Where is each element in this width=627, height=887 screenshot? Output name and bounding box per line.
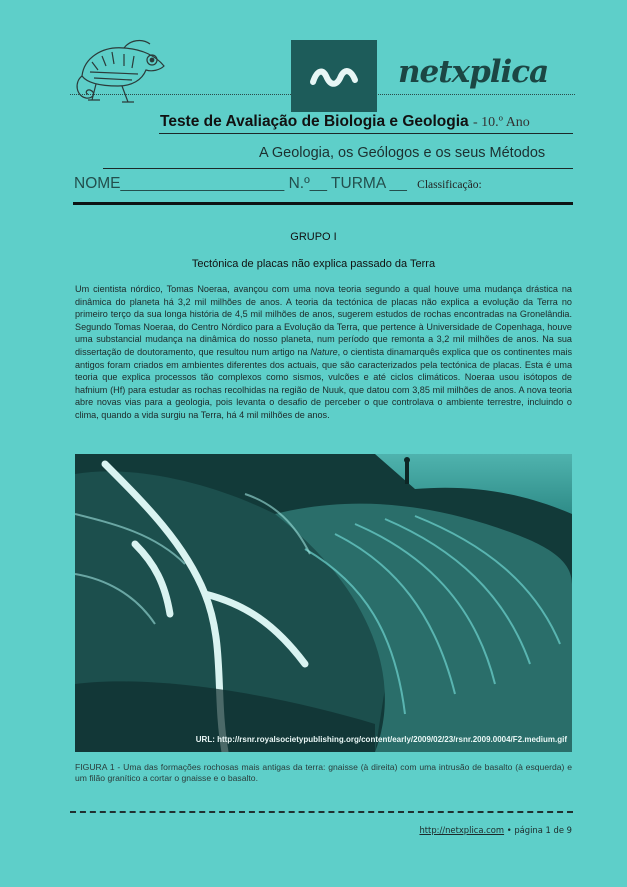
netxplica-wave-logo <box>291 40 377 112</box>
article-title: Tectónica de placas não explica passado da Terra <box>191 258 436 270</box>
article-body-journal: Nature <box>310 346 338 357</box>
page-number: • página 1 de 9 <box>504 825 572 835</box>
nome-field[interactable]: NOME___________________ <box>74 175 285 192</box>
article-body-part1: Um cientista nórdico, Tomas Noeraa, avançou com uma nova teoria segundo a qual houve uma mudança drástica na dinâmica do planeta há 3,2 mil milhões de anos. A teoria da tectónica de placas não explica a evolução da Terra no primeiro terço da sua longa história de 4,5 mil milhões de anos, sugerem estudos de rochas encontradas na Gronelândia. Segundo Tomas Noeraa, do Centro Nórdico para a Evolução da Terra, que pertence à Universidade de Copenhaga, houve uma substancial mudança na dinâmica do nosso planeta, num período que remonta a 3,2 mil milhões de anos. Na sua dissertação de doutoramento, que resultou num artigo na <box>75 284 572 357</box>
gneiss-basalt-photo-illustration <box>75 454 572 752</box>
chameleon-illustration <box>72 36 170 110</box>
student-info-row <box>74 175 482 193</box>
group-label: GRUPO I <box>290 231 337 243</box>
subtitle-rule <box>103 168 573 169</box>
turma-field[interactable]: TURMA __ <box>331 175 407 192</box>
rock-formation-photo <box>75 454 572 752</box>
photo-source-url: URL: http://rsnr.royalsocietypublishing.org/content/early/2009/02/23/rsnr.2009.0004/F2.medium.gif <box>195 735 567 744</box>
test-subtitle: A Geologia, os Geólogos e os seus Métodos <box>259 145 546 161</box>
test-title <box>160 113 530 131</box>
title-rule <box>159 133 573 134</box>
article-body-part2: , o cientista dinamarquês explica que os continentes mais antigos foram criados em ambientes diferentes dos actuais, que são caracterizados pela tectónica de placas. Esta é uma teoria que explica processos tão complexos como sismos, vulcões e até ciclos climáticos. Noeraa usou isótopos de hafnium (Hf) para estudar as rochas recolhidas na região de Nuuk, que datou com 3,85 mil milhões de anos. A nova teoria abre novas vias para a geologia, pois levanta o desafio de perceber o que controlava o ambiente terrestre, incluindo o clima, quando a vida surgiu na Terra, há 4 mil milhões de anos. <box>75 346 572 420</box>
netxplica-logo-box <box>291 40 377 112</box>
test-year: - 10.º Ano <box>472 115 530 130</box>
figure-caption: FIGURA 1 - Uma das formações rochosas mais antigas da terra: gnaisse (à direita) com uma intrusão de basalto (à esquerda) e um filão granítico a cortar o gnaisse e o basalto. <box>75 762 572 783</box>
numero-field[interactable]: N.º__ <box>288 175 328 192</box>
article-body <box>75 283 572 422</box>
page-footer <box>0 825 572 835</box>
footer-dashed-rule <box>70 811 573 813</box>
test-title-text: Teste de Avaliação de Biologia e Geologia <box>160 113 469 130</box>
brand-wordmark: netxplica <box>398 54 549 90</box>
netxplica-link[interactable]: http://netxplica.com <box>419 825 505 835</box>
classificacao-label: Classificação: <box>417 179 482 191</box>
header-thick-rule <box>73 202 573 205</box>
